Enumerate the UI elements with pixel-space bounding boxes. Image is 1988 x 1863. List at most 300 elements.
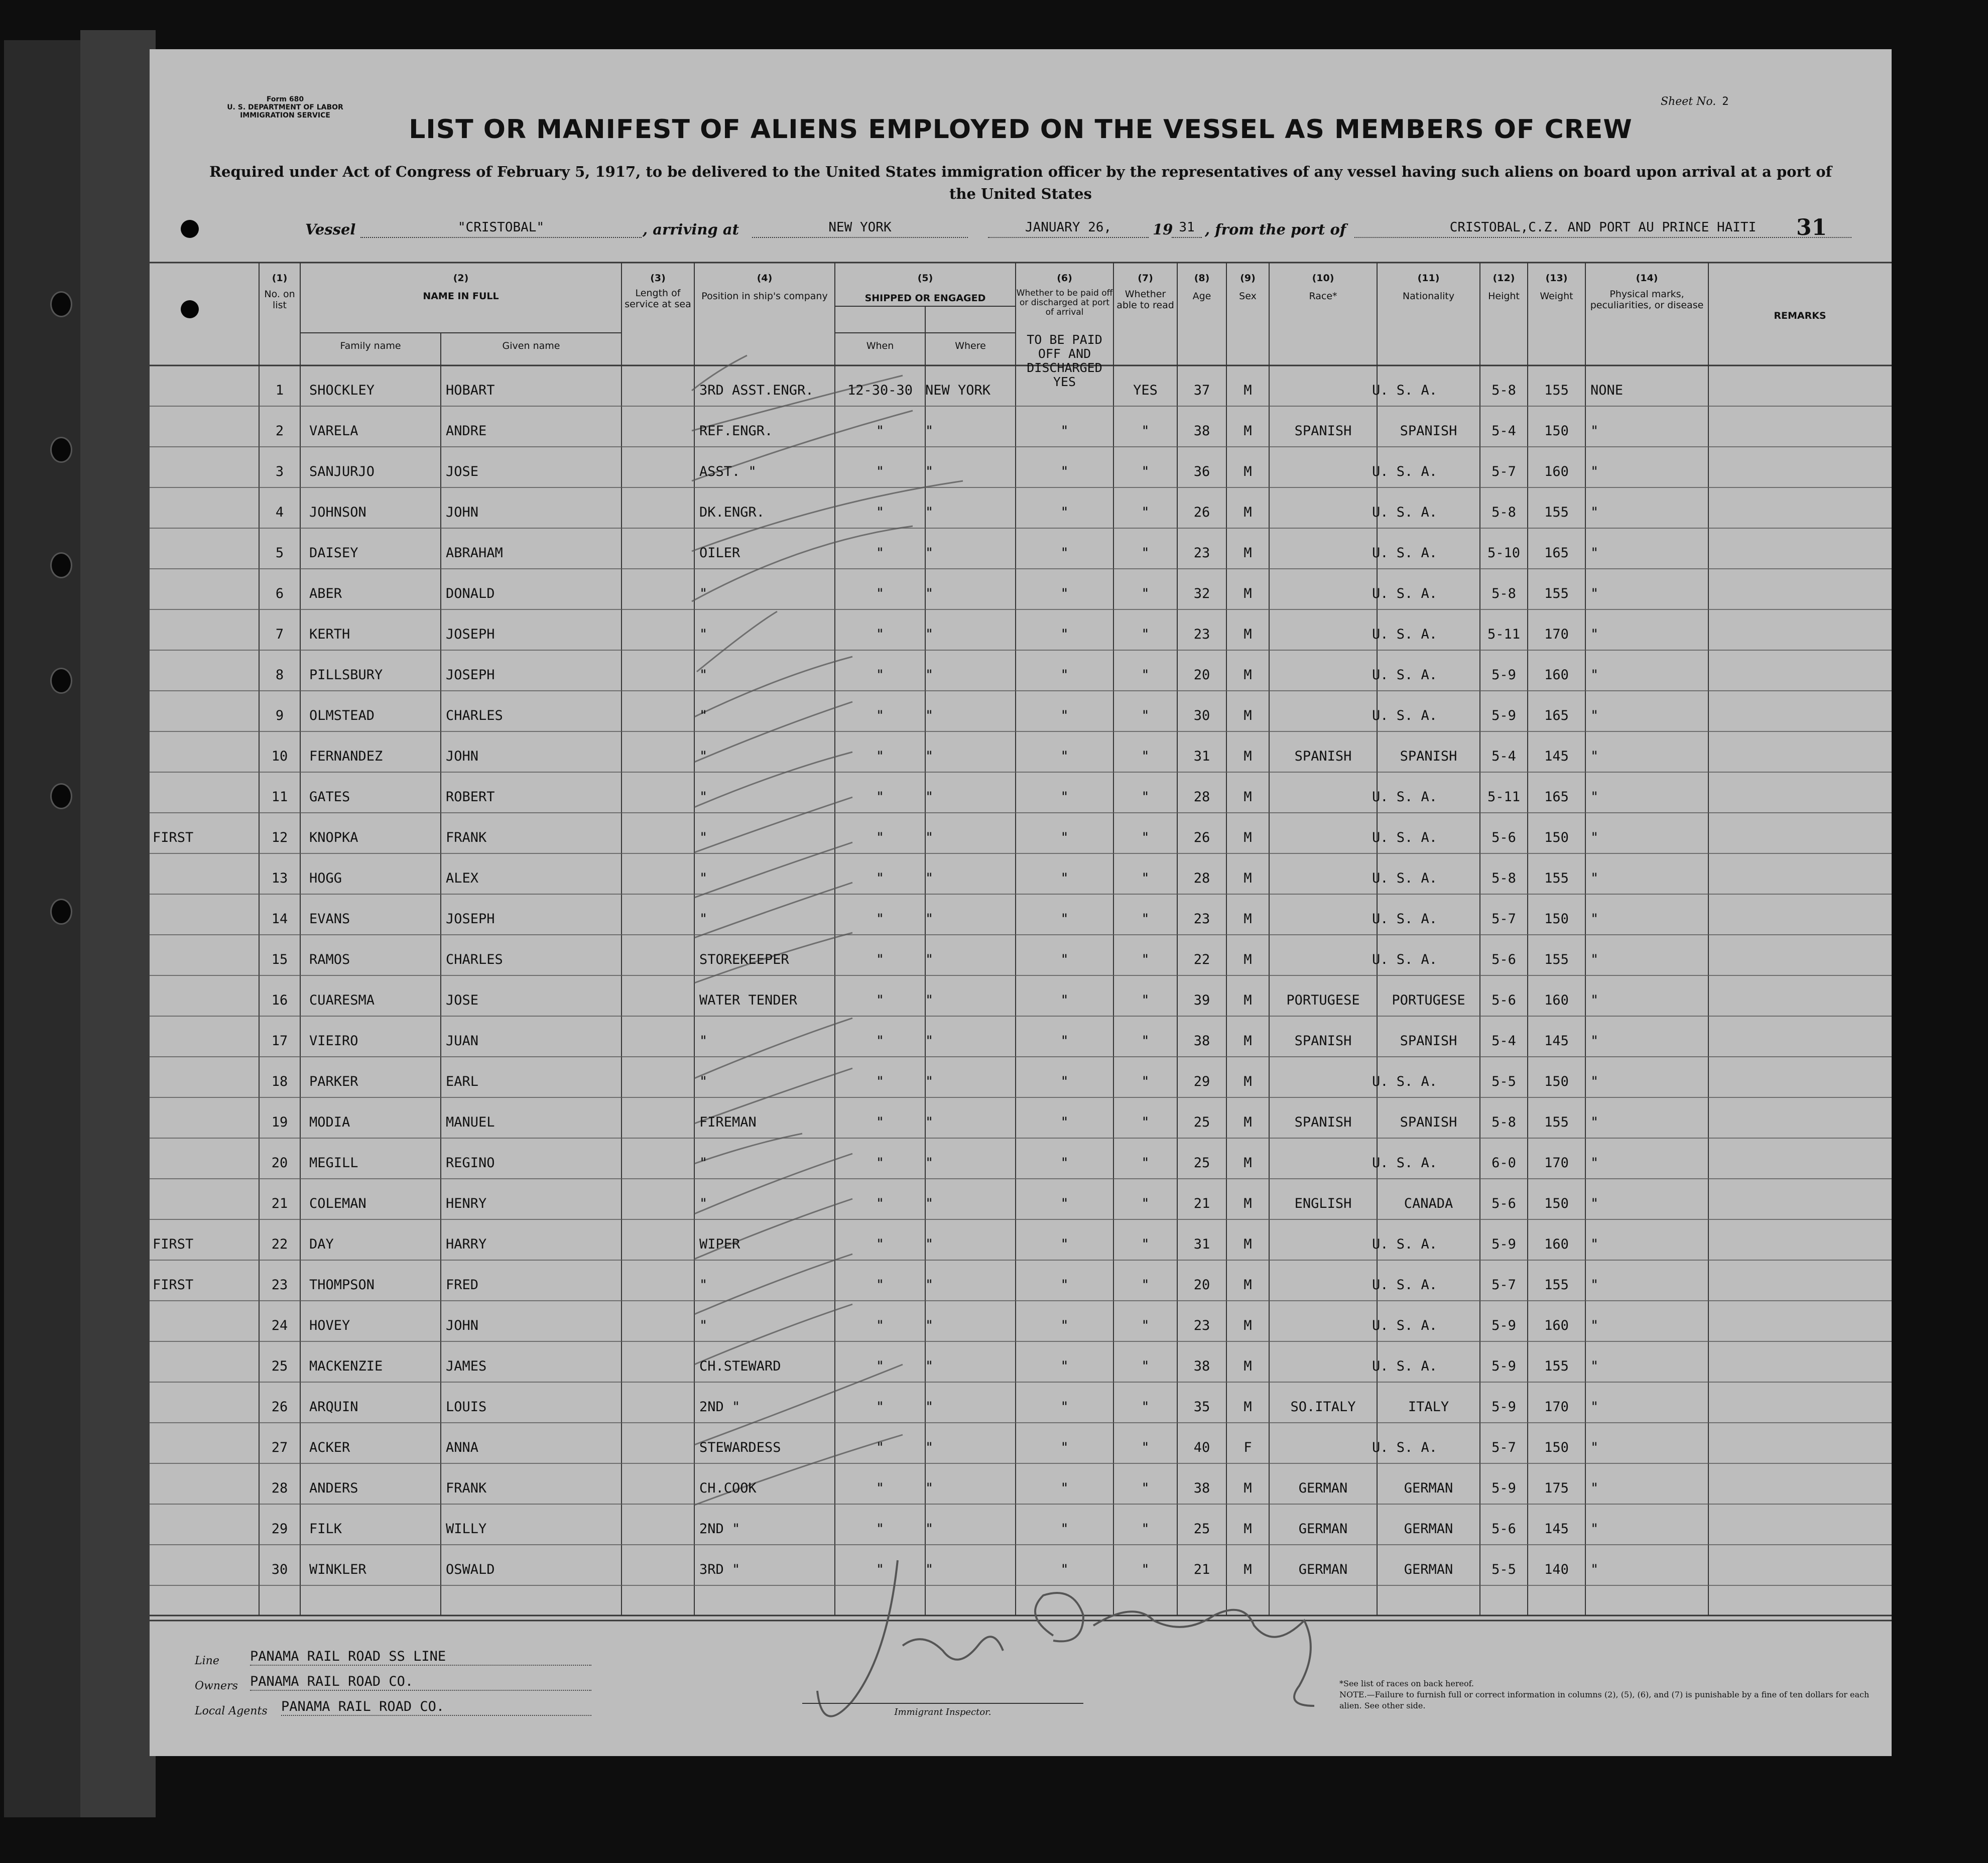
cell-race: GERMAN xyxy=(1298,1562,1348,1577)
cell-read: " xyxy=(1141,749,1150,764)
form-number: Form 680 xyxy=(266,95,304,103)
cell-when: " xyxy=(876,1236,885,1252)
cell-height: 5-11 xyxy=(1487,789,1521,805)
cell-where: " xyxy=(925,545,934,561)
cell-where: " xyxy=(925,1196,934,1211)
cell-read: " xyxy=(1141,586,1150,601)
cell-marks: " xyxy=(1590,1155,1599,1171)
cell-given: HENRY xyxy=(446,1196,487,1211)
cell-age: 39 xyxy=(1193,992,1210,1008)
cell-when: " xyxy=(876,1277,885,1293)
cell-weight: 150 xyxy=(1544,830,1569,845)
cell-position: " xyxy=(699,1074,708,1089)
cell-family: WINKLER xyxy=(309,1562,366,1577)
cell-given: JOSE xyxy=(446,992,479,1008)
cell-family: COLEMAN xyxy=(309,1196,366,1211)
cell-height: 5-8 xyxy=(1492,383,1516,398)
cell-paid: " xyxy=(1060,830,1069,845)
cell-given: JOHN xyxy=(446,505,479,520)
cell-when: " xyxy=(876,1196,885,1211)
cell-given: EARL xyxy=(446,1074,479,1089)
cell-given: JOSEPH xyxy=(446,911,495,927)
cell-sex: M xyxy=(1244,708,1252,723)
cell-read: " xyxy=(1141,1521,1150,1537)
cell-family: ABER xyxy=(309,586,342,601)
cell-position: WATER TENDER xyxy=(699,992,798,1008)
col-label: Length of service at sea xyxy=(625,288,691,310)
cell-read: " xyxy=(1141,952,1150,967)
cell-position: " xyxy=(699,1033,708,1049)
cell-sex: M xyxy=(1244,830,1252,845)
cell-position: 2ND " xyxy=(699,1521,740,1537)
cell-race: U. S. A. xyxy=(1372,383,1438,398)
cell-no: 15 xyxy=(271,952,288,967)
punch-hole xyxy=(181,220,199,238)
cell-where: " xyxy=(925,708,934,723)
punch-hole xyxy=(181,300,199,318)
cell-paid: " xyxy=(1060,627,1069,642)
cell-given: DONALD xyxy=(446,586,495,601)
col-read-header xyxy=(1113,273,1177,311)
cell-age: 25 xyxy=(1193,1114,1210,1130)
col-age-header xyxy=(1177,273,1226,302)
cell-no: 14 xyxy=(271,911,288,927)
cell-height: 5-8 xyxy=(1492,586,1516,601)
cell-read: " xyxy=(1141,464,1150,479)
cell-paid: " xyxy=(1060,464,1069,479)
cell-family: ANDERS xyxy=(309,1480,358,1496)
cell-height: 5-5 xyxy=(1492,1074,1516,1089)
cell-sex: M xyxy=(1244,505,1252,520)
cell-where: " xyxy=(925,1358,934,1374)
cell-read: " xyxy=(1141,667,1150,683)
cell-race: U. S. A. xyxy=(1372,1440,1438,1455)
cell-marks: " xyxy=(1590,952,1599,967)
cell-paid: " xyxy=(1060,667,1069,683)
cell-age: 31 xyxy=(1193,1236,1210,1252)
cell-position: DK.ENGR. xyxy=(699,505,765,520)
cell-when: " xyxy=(876,545,885,561)
cell-marks: " xyxy=(1590,1236,1599,1252)
cell-where: " xyxy=(925,667,934,683)
cell-height: 5-5 xyxy=(1492,1562,1516,1577)
col-family-name-header: Family name xyxy=(340,340,401,351)
cell-nat: SPANISH xyxy=(1400,423,1457,439)
cell-marks: " xyxy=(1590,667,1599,683)
cell-weight: 140 xyxy=(1544,1562,1569,1577)
cell-race: U. S. A. xyxy=(1372,505,1438,520)
cell-race: SO.ITALY xyxy=(1290,1399,1356,1415)
cell-no: 30 xyxy=(271,1562,288,1577)
col-label: No. on list xyxy=(264,289,295,311)
col-sex-header xyxy=(1226,273,1269,302)
margin-note: FIRST xyxy=(153,830,194,845)
cell-sex: M xyxy=(1244,1196,1252,1211)
cell-given: JUAN xyxy=(446,1033,479,1049)
cell-where: " xyxy=(925,423,934,439)
cell-family: THOMPSON xyxy=(309,1277,375,1293)
cell-paid: " xyxy=(1060,1399,1069,1415)
cell-race: GERMAN xyxy=(1298,1480,1348,1496)
col-label: Physical marks, peculiarities, or disease xyxy=(1590,289,1704,311)
cell-sex: M xyxy=(1244,1521,1252,1537)
col-index: (11) xyxy=(1417,273,1440,284)
col-label: Height xyxy=(1488,291,1520,302)
cell-no: 7 xyxy=(275,627,284,642)
cell-read: " xyxy=(1141,505,1150,520)
cell-family: VARELA xyxy=(309,423,358,439)
line-label: Line xyxy=(195,1655,219,1667)
cell-height: 5-9 xyxy=(1492,708,1516,723)
cell-paid: " xyxy=(1060,1358,1069,1374)
cell-sex: M xyxy=(1244,952,1252,967)
cell-when: " xyxy=(876,1521,885,1537)
cell-position: CH.STEWARD xyxy=(699,1358,781,1374)
cell-age: 23 xyxy=(1193,1318,1210,1333)
cell-height: 5-8 xyxy=(1492,505,1516,520)
cell-given: LOUIS xyxy=(446,1399,487,1415)
cell-paid: " xyxy=(1060,505,1069,520)
cell-when: " xyxy=(876,830,885,845)
cell-race: U. S. A. xyxy=(1372,789,1438,805)
cell-marks: " xyxy=(1590,1399,1599,1415)
binder-hole xyxy=(50,899,72,925)
cell-age: 25 xyxy=(1193,1521,1210,1537)
cell-height: 5-6 xyxy=(1492,1196,1516,1211)
cell-marks: " xyxy=(1590,1521,1599,1537)
cell-age: 38 xyxy=(1193,1358,1210,1374)
cell-race: SPANISH xyxy=(1294,1114,1352,1130)
cell-sex: M xyxy=(1244,1318,1252,1333)
cell-given: ANNA xyxy=(446,1440,479,1455)
cell-sex: M xyxy=(1244,1074,1252,1089)
cell-given: JOSEPH xyxy=(446,627,495,642)
cell-given: CHARLES xyxy=(446,708,503,723)
cell-paid: " xyxy=(1060,871,1069,886)
cell-where: " xyxy=(925,1033,934,1049)
cell-age: 35 xyxy=(1193,1399,1210,1415)
cell-race: U. S. A. xyxy=(1372,1236,1438,1252)
cell-paid: " xyxy=(1060,992,1069,1008)
col-position-header xyxy=(694,273,835,302)
cell-height: 5-6 xyxy=(1492,830,1516,845)
cell-read: " xyxy=(1141,789,1150,805)
binder-hole xyxy=(50,552,72,578)
cell-nat: GERMAN xyxy=(1404,1480,1453,1496)
cell-position: " xyxy=(699,586,708,601)
cell-family: HOVEY xyxy=(309,1318,350,1333)
cell-age: 38 xyxy=(1193,423,1210,439)
cell-family: HOGG xyxy=(309,871,342,886)
fine-note: NOTE.—Failure to furnish full or correct information in columns (2), (5), (6), and (7) is punishable by a fine of ten dollars for each alien. See other side. xyxy=(1339,1690,1870,1710)
cell-given: WILLY xyxy=(446,1521,487,1537)
cell-marks: " xyxy=(1590,871,1599,886)
cell-weight: 155 xyxy=(1544,952,1569,967)
cell-position: " xyxy=(699,830,708,845)
cell-no: 29 xyxy=(271,1521,288,1537)
cell-height: 5-7 xyxy=(1492,464,1516,479)
cell-when: " xyxy=(876,1440,885,1455)
cell-position: " xyxy=(699,667,708,683)
cell-where: " xyxy=(925,1277,934,1293)
cell-sex: M xyxy=(1244,1399,1252,1415)
cell-position: REF.ENGR. xyxy=(699,423,773,439)
col-index: (10) xyxy=(1312,273,1334,284)
cell-no: 5 xyxy=(275,545,284,561)
cell-nat: SPANISH xyxy=(1400,749,1457,764)
cell-position: 2ND " xyxy=(699,1399,740,1415)
cell-no: 11 xyxy=(271,789,288,805)
agents-label: Local Agents xyxy=(195,1705,268,1717)
cell-sex: F xyxy=(1244,1440,1252,1455)
cell-family: GATES xyxy=(309,789,350,805)
sheet-value: 2 xyxy=(1722,95,1729,108)
cell-age: 40 xyxy=(1193,1440,1210,1455)
cell-given: HARRY xyxy=(446,1236,487,1252)
cell-weight: 150 xyxy=(1544,1196,1569,1211)
cell-read: " xyxy=(1141,1562,1150,1577)
cell-height: 5-11 xyxy=(1487,627,1521,642)
cell-sex: M xyxy=(1244,1155,1252,1171)
cell-race: U. S. A. xyxy=(1372,952,1438,967)
binder-hole xyxy=(50,783,72,809)
cell-given: JOHN xyxy=(446,749,479,764)
cell-when: " xyxy=(876,992,885,1008)
cell-given: ANDRE xyxy=(446,423,487,439)
binder-hole xyxy=(50,291,72,317)
binder-hole xyxy=(50,437,72,463)
cell-position: FIREMAN xyxy=(699,1114,757,1130)
col-label: SHIPPED OR ENGAGED xyxy=(864,293,986,304)
cell-marks: " xyxy=(1590,505,1599,520)
cell-sex: M xyxy=(1244,383,1252,398)
cell-position: OILER xyxy=(699,545,740,561)
cell-race: U. S. A. xyxy=(1372,1277,1438,1293)
page-number: 31 xyxy=(1796,215,1827,240)
cell-height: 5-10 xyxy=(1487,545,1521,561)
cell-nat: GERMAN xyxy=(1404,1562,1453,1577)
cell-where: " xyxy=(925,1399,934,1415)
cell-marks: " xyxy=(1590,749,1599,764)
cell-read: " xyxy=(1141,1033,1150,1049)
cell-age: 23 xyxy=(1193,911,1210,927)
cell-where: " xyxy=(925,1074,934,1089)
col-number-header xyxy=(259,273,300,311)
cell-no: 8 xyxy=(275,667,284,683)
from-label: , from the port of xyxy=(1205,221,1346,238)
cell-when: " xyxy=(876,749,885,764)
cell-where: " xyxy=(925,952,934,967)
col-index: (3) xyxy=(650,273,666,284)
cell-age: 31 xyxy=(1193,749,1210,764)
cell-no: 1 xyxy=(275,383,284,398)
cell-no: 21 xyxy=(271,1196,288,1211)
cell-marks: " xyxy=(1590,464,1599,479)
col-where-header: Where xyxy=(955,340,986,351)
cell-marks: " xyxy=(1590,1480,1599,1496)
cell-given: REGINO xyxy=(446,1155,495,1171)
cell-race: PORTUGESE xyxy=(1286,992,1360,1008)
cell-position: " xyxy=(699,749,708,764)
cell-family: CUARESMA xyxy=(309,992,375,1008)
cell-height: 5-8 xyxy=(1492,871,1516,886)
cell-age: 26 xyxy=(1193,505,1210,520)
cell-sex: M xyxy=(1244,667,1252,683)
service-name: IMMIGRATION SERVICE xyxy=(240,111,330,119)
cell-age: 28 xyxy=(1193,789,1210,805)
cell-marks: " xyxy=(1590,627,1599,642)
sheet-number xyxy=(1661,95,1728,108)
cell-age: 38 xyxy=(1193,1033,1210,1049)
cell-given: JOSE xyxy=(446,464,479,479)
cell-family: MODIA xyxy=(309,1114,350,1130)
cell-no: 17 xyxy=(271,1033,288,1049)
cell-sex: M xyxy=(1244,545,1252,561)
cell-age: 38 xyxy=(1193,1480,1210,1496)
cell-race: GERMAN xyxy=(1298,1521,1348,1537)
arrival-year: 31 xyxy=(1172,220,1202,238)
cell-position: " xyxy=(699,789,708,805)
col-index: (7) xyxy=(1138,273,1153,284)
cell-marks: " xyxy=(1590,830,1599,845)
cell-weight: 150 xyxy=(1544,1440,1569,1455)
cell-when: " xyxy=(876,708,885,723)
cell-sex: M xyxy=(1244,1480,1252,1496)
cell-position: " xyxy=(699,1155,708,1171)
cell-read: " xyxy=(1141,545,1150,561)
cell-given: MANUEL xyxy=(446,1114,495,1130)
cell-marks: " xyxy=(1590,1114,1599,1130)
owners-value: PANAMA RAIL ROAD CO. xyxy=(250,1674,591,1691)
cell-no: 18 xyxy=(271,1074,288,1089)
cell-no: 25 xyxy=(271,1358,288,1374)
cell-family: KNOPKA xyxy=(309,830,358,845)
cell-race: U. S. A. xyxy=(1372,708,1438,723)
cell-race: U. S. A. xyxy=(1372,627,1438,642)
cell-paid: " xyxy=(1060,1196,1069,1211)
col-service-header xyxy=(622,273,694,310)
cell-sex: M xyxy=(1244,627,1252,642)
cell-when: " xyxy=(876,1562,885,1577)
cell-where: " xyxy=(925,1440,934,1455)
cell-sex: M xyxy=(1244,423,1252,439)
cell-no: 2 xyxy=(275,423,284,439)
inspector-signature xyxy=(817,1560,1314,1716)
cell-family: MEGILL xyxy=(309,1155,358,1171)
cell-paid: " xyxy=(1060,1562,1069,1577)
cell-nat: PORTUGESE xyxy=(1392,992,1465,1008)
page-title: LIST OR MANIFEST OF ALIENS EMPLOYED ON THE VESSEL AS MEMBERS OF CREW xyxy=(409,114,1633,145)
cell-where: " xyxy=(925,1521,934,1537)
cell-height: 5-4 xyxy=(1492,423,1516,439)
col-shipped-header xyxy=(835,273,1016,304)
cell-position: " xyxy=(699,871,708,886)
cell-race: U. S. A. xyxy=(1372,1155,1438,1171)
cell-marks: " xyxy=(1590,1074,1599,1089)
cell-when: " xyxy=(876,586,885,601)
cell-paid: " xyxy=(1060,423,1069,439)
cell-height: 5-4 xyxy=(1492,749,1516,764)
cell-age: 21 xyxy=(1193,1562,1210,1577)
cell-given: ROBERT xyxy=(446,789,495,805)
cell-height: 5-9 xyxy=(1492,1318,1516,1333)
arrival-port: NEW YORK xyxy=(752,220,968,238)
cell-age: 28 xyxy=(1193,871,1210,886)
cell-when: 12-30-30 xyxy=(847,383,913,398)
cell-paid: " xyxy=(1060,1074,1069,1089)
cell-read: " xyxy=(1141,708,1150,723)
cell-sex: M xyxy=(1244,1114,1252,1130)
cell-where: " xyxy=(925,1318,934,1333)
cell-paid: " xyxy=(1060,1155,1069,1171)
year-prefix: 19 xyxy=(1153,221,1173,238)
cell-weight: 175 xyxy=(1544,1480,1569,1496)
col-label: Nationality xyxy=(1402,291,1455,302)
cell-weight: 155 xyxy=(1544,1277,1569,1293)
cell-where: " xyxy=(925,464,934,479)
cell-no: 10 xyxy=(271,749,288,764)
cell-read: " xyxy=(1141,1155,1150,1171)
vessel-label: Vessel xyxy=(305,221,356,238)
cell-family: JOHNSON xyxy=(309,505,366,520)
cell-read: " xyxy=(1141,1236,1150,1252)
arrival-date: JANUARY 26, xyxy=(988,220,1149,238)
footnote xyxy=(1339,1678,1872,1711)
cell-weight: 170 xyxy=(1544,1155,1569,1171)
col-label: Whether able to read xyxy=(1116,289,1174,311)
cell-no: 24 xyxy=(271,1318,288,1333)
cell-weight: 155 xyxy=(1544,383,1569,398)
cell-weight: 145 xyxy=(1544,749,1569,764)
cell-marks: " xyxy=(1590,1318,1599,1333)
cell-height: 5-9 xyxy=(1492,1399,1516,1415)
voyage-line xyxy=(305,219,1851,242)
col-index: (8) xyxy=(1194,273,1210,284)
cell-when: " xyxy=(876,1358,885,1374)
cell-weight: 170 xyxy=(1544,1399,1569,1415)
cell-race: U. S. A. xyxy=(1372,667,1438,683)
cell-position: CH.COOK xyxy=(699,1480,757,1496)
cell-family: FERNANDEZ xyxy=(309,749,383,764)
cell-no: 19 xyxy=(271,1114,288,1130)
cell-height: 5-8 xyxy=(1492,1114,1516,1130)
cell-where: " xyxy=(925,1480,934,1496)
col-label: Position in ship's company xyxy=(701,291,828,302)
cell-sex: M xyxy=(1244,749,1252,764)
cell-sex: M xyxy=(1244,464,1252,479)
cell-race: U. S. A. xyxy=(1372,1318,1438,1333)
cell-position: WIPER xyxy=(699,1236,740,1252)
cell-when: " xyxy=(876,952,885,967)
cell-read: " xyxy=(1141,423,1150,439)
cell-paid: " xyxy=(1060,1318,1069,1333)
cell-read: " xyxy=(1141,871,1150,886)
cell-when: " xyxy=(876,789,885,805)
col-given-name-header: Given name xyxy=(502,340,560,351)
cell-paid: " xyxy=(1060,1236,1069,1252)
cell-no: 12 xyxy=(271,830,288,845)
cell-weight: 150 xyxy=(1544,1074,1569,1089)
cell-sex: M xyxy=(1244,586,1252,601)
cell-age: 23 xyxy=(1193,627,1210,642)
col-index: (6) xyxy=(1057,273,1072,284)
cell-sex: M xyxy=(1244,789,1252,805)
cell-given: JOHN xyxy=(446,1318,479,1333)
cell-no: 3 xyxy=(275,464,284,479)
manifest-sheet xyxy=(150,49,1892,1756)
cell-given: FRANK xyxy=(446,830,487,845)
cell-when: " xyxy=(876,871,885,886)
